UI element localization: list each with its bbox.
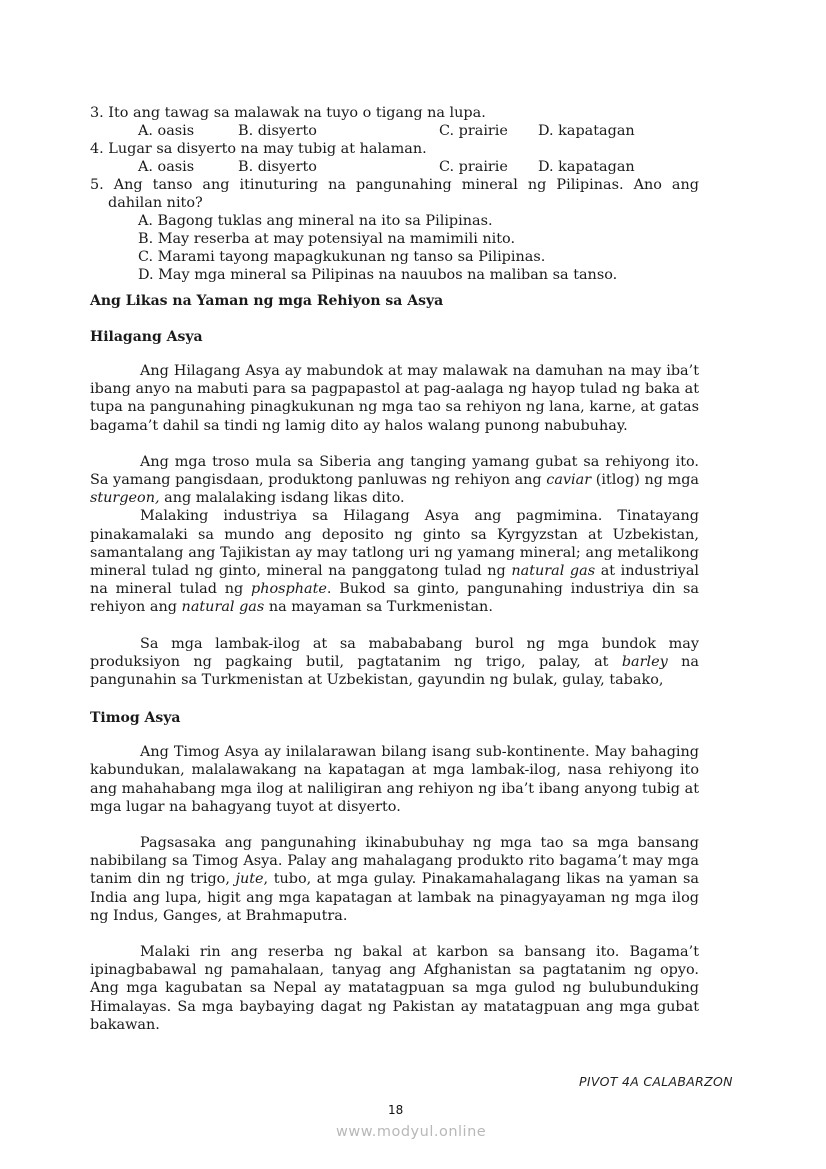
italic-term: caviar xyxy=(546,472,592,489)
question-4-text: 4. Lugar sa disyerto na may tubig at halaman. xyxy=(90,141,427,157)
option-b: B. disyerto xyxy=(238,159,317,175)
question-3-text: 3. Ito ang tawag sa malawak na tuyo o tigang na lupa. xyxy=(90,105,486,121)
question-5-text: 5. Ang tanso ang itinuturing na pangunahing mineral ng Pilipinas. Ano ang xyxy=(90,177,699,193)
option-a: A. oasis xyxy=(138,123,195,139)
option-d: D. kapatagan xyxy=(538,123,635,139)
italic-term: phosphate xyxy=(251,581,327,598)
paragraph: Pagsasaka ang pangunahing ikinabubuhay ng mga tao sa mga bansang nabibilang sa Timog Asya. Palay ang mahalagang produkto rito bagama’t may mga tanim din ng trigo, jute, tubo, at mga gulay. Pinakamahalagang likas na yaman sa India ang lupa, higit ang mga kapatagan at lambak na pinagyayaman ng mga ilog ng Indus, Ganges, at Brahmaputra. xyxy=(90,835,699,924)
option-c: C. prairie xyxy=(439,159,508,175)
paragraph: Malaki rin ang reserba ng bakal at karbon sa bansang ito. Bagama’t ipinagbabawal ng pamahalaan, tanyag ang Afghanistan sa pagtatanim ng opyo. Ang mga kagubatan sa Nepal ay matatagpuan sa mga gulod ng bulubunduking Himalayas. Sa mga baybaying dagat ng Pakistan ay matatagpuan ang mga gubat bakawan. xyxy=(90,944,699,1033)
paragraph: Ang Timog Asya ay inilalarawan bilang isang sub-kontinente. May bahaging kabundukan, malalawakang na kapatagan at mga lambak-ilog, nasa rehiyong ito ang mahahabang mga ilog at naliligiran ang rehiyon ng iba’t ibang anyong tubig at mga lugar na bahagyang tuyot at disyerto. xyxy=(90,744,699,815)
italic-term: barley xyxy=(621,653,668,670)
heading-timog-asya: Timog Asya xyxy=(90,710,181,727)
italic-term: natural gas xyxy=(181,599,265,616)
option-c: C. prairie xyxy=(439,123,508,139)
question-4-options xyxy=(90,158,699,176)
heading-hilagang-asya: Hilagang Asya xyxy=(90,329,203,345)
paragraph: Sa mga lambak-ilog at sa mabababang burol ng mga bundok may produksiyon ng pagkaing butil, pagtatanim ng trigo, palay, at barley na pangunahin sa Turkmenistan at Uzbekistan, gayundin ng bulak, gulay, tabako, xyxy=(90,635,699,689)
option-d: D. May mga mineral sa Pilipinas na nauubos na maliban sa tanso. xyxy=(138,267,618,283)
footer-label: PIVOT 4A CALABARZON xyxy=(579,1074,733,1089)
italic-term: sturgeon, xyxy=(90,490,160,507)
italic-term: natural gas xyxy=(511,563,596,580)
option-c: C. Marami tayong mapagkukunan ng tanso sa Pilipinas. xyxy=(138,249,546,265)
option-b: B. disyerto xyxy=(238,123,317,139)
question-5-text-cont: dahilan nito? xyxy=(108,195,203,211)
option-b: B. May reserba at may potensiyal na mamimili nito. xyxy=(138,231,516,247)
question-3-options xyxy=(90,122,699,140)
option-d: D. kapatagan xyxy=(538,159,635,175)
option-a: A. oasis xyxy=(138,159,195,175)
option-a: A. Bagong tuklas ang mineral na ito sa Pilipinas. xyxy=(138,213,493,229)
paragraph: Malaking industriya sa Hilagang Asya ang pagmimina. Tinatayang pinakamalaki sa mundo ang deposito ng ginto sa Kyrgyzstan at Uzbekistan, samantalang ang Tajikistan ay may tatlong uri ng yamang mineral; ang metalikong mineral tulad ng ginto, mineral na panggatong tulad ng natural gas at industriyal na mineral tulad ng phosphate. Bukod sa ginto, pangunahing industriya din sa rehiyon ang natural gas na mayaman sa Turkmenistan. xyxy=(90,508,699,616)
section-title: Ang Likas na Yaman ng mga Rehiyon sa Asya xyxy=(90,293,444,309)
document-page xyxy=(90,104,699,1034)
paragraph: Ang mga troso mula sa Siberia ang tanging yamang gubat sa rehiyong ito. Sa yamang pangisdaan, produktong panluwas ng rehiyon ang caviar (itlog) ng mga sturgeon, ang malalaking isdang likas dito. xyxy=(90,453,700,507)
italic-term: jute xyxy=(235,871,264,888)
paragraph: Ang Hilagang Asya ay mabundok at may malawak na damuhan na may iba’t ibang anyo na mabuti para sa pagpapastol at pag-aalaga ng hayop tulad ng baka at tupa na pangunahing pinagkukunan ng mga tao sa rehiyon ng lana, karne, at gatas bagama’t dahil sa tindi ng lamig dito ay halos walang punong nabubuhay. xyxy=(90,363,699,434)
watermark: www.modyul.online xyxy=(336,1124,487,1140)
page-number: 18 xyxy=(388,1103,404,1117)
